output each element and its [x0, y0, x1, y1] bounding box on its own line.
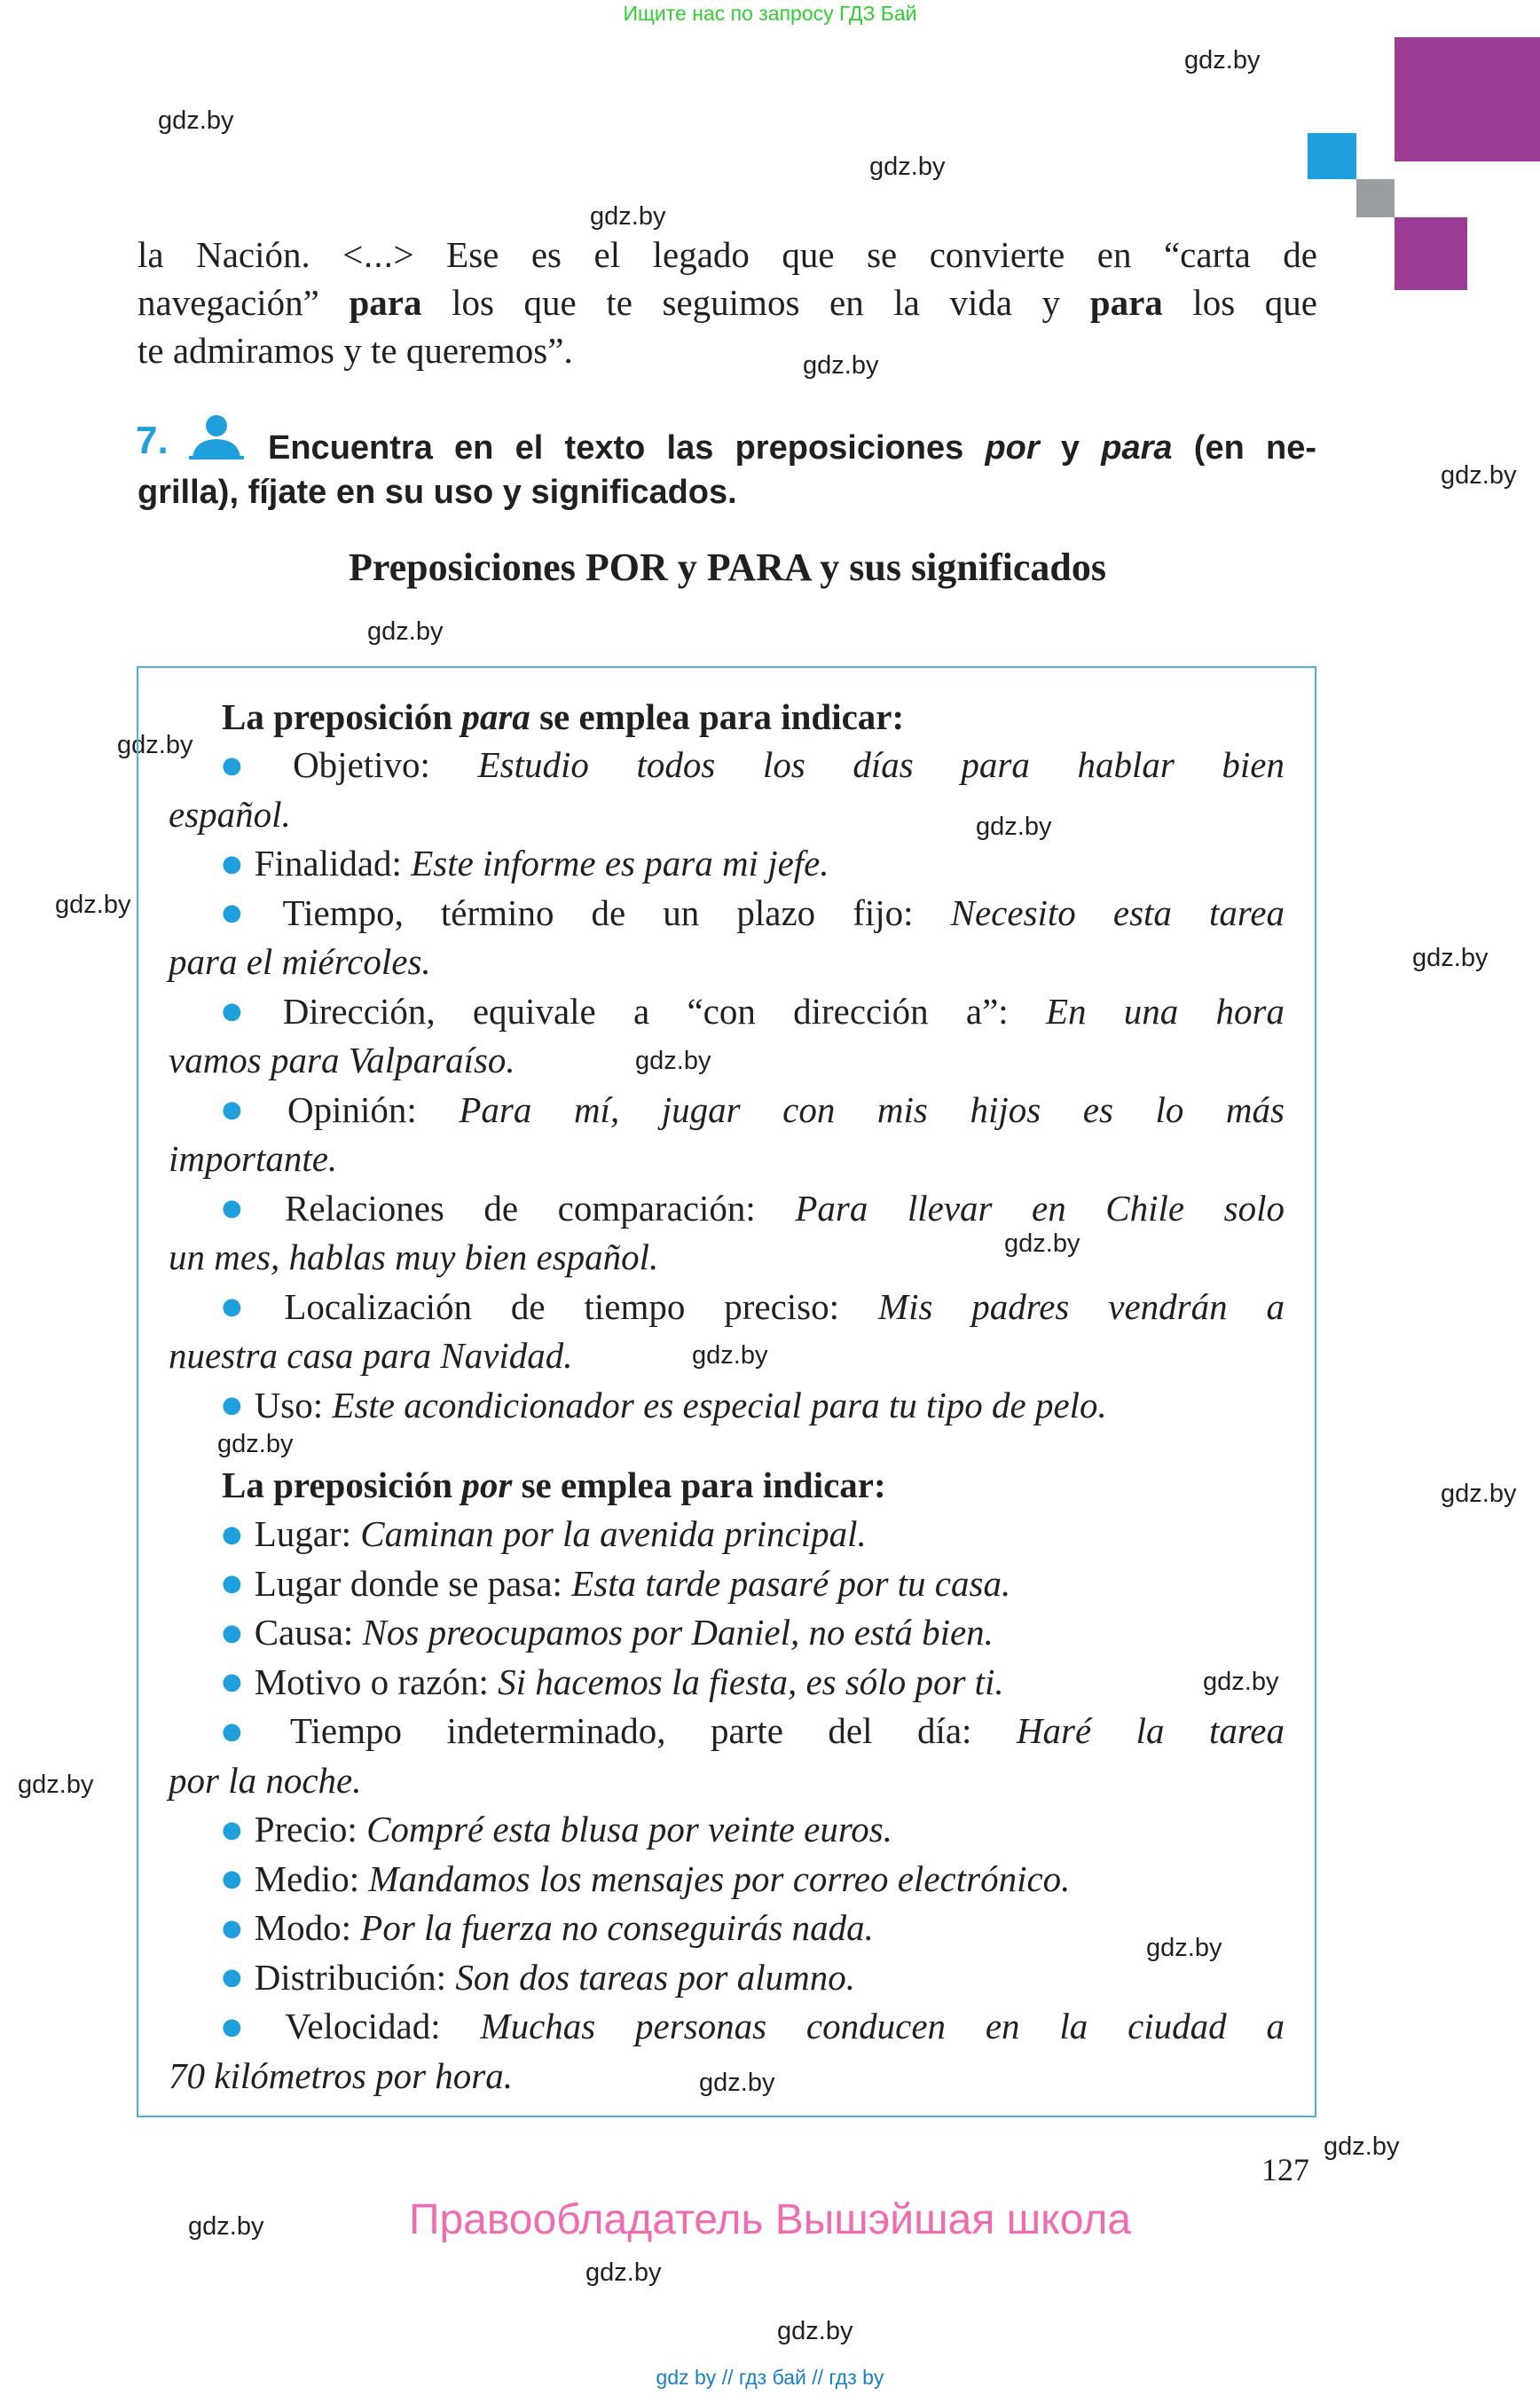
watermark: gdz.by	[55, 891, 131, 919]
bullet-icon: ●	[222, 2013, 273, 2040]
list-item-continuation	[169, 940, 1285, 983]
list-item-continuation	[169, 2054, 1285, 2097]
watermark: gdz.by	[1203, 1668, 1279, 1696]
item-example: Si hacemos la fiesta, es sólo por ti.	[498, 1661, 1004, 1702]
section-title: Preposiciones POR y PARA y sus significados	[349, 546, 1106, 589]
item-example: Caminan por la avenida principal.	[360, 1513, 867, 1554]
item-label: Opinión:	[287, 1088, 460, 1130]
list-item	[222, 891, 1285, 934]
list-item	[222, 2005, 1285, 2047]
watermark: gdz.by	[692, 1341, 768, 1370]
list-item	[222, 842, 1285, 884]
item-label: Distribución:	[254, 1956, 456, 1998]
watermark: gdz.by	[1441, 461, 1517, 490]
bullet-icon: ●	[222, 1195, 272, 1222]
item-example-cont: por la noche.	[169, 1759, 362, 1801]
bullet-icon: ●	[222, 1293, 272, 1321]
bullet-icon: ●	[222, 1096, 276, 1124]
footer-links: gdz by // гдз бай // гдз by	[656, 2366, 884, 2389]
decor-square-magenta-large	[1395, 37, 1540, 161]
list-item	[222, 1808, 1285, 1850]
item-example: Este acondicionador es especial para tu tipo de pelo.	[332, 1384, 1107, 1425]
list-item	[222, 1384, 1285, 1426]
top-search-note: Ищите нас по запросу ГДЗ Бай	[623, 2, 917, 25]
item-label: Precio:	[254, 1809, 367, 1849]
para-heading: La preposición para se emplea para indicar:	[222, 696, 905, 737]
item-example-cont: nuestra casa para Navidad.	[169, 1335, 573, 1376]
task-instruction: Encuentra en el texto las preposiciones por y para (en ne-	[268, 429, 1317, 467]
watermark: gdz.by	[803, 351, 879, 380]
item-label: Causa:	[254, 1612, 363, 1653]
task-number: 7.	[136, 419, 169, 462]
list-item	[222, 1187, 1285, 1229]
bullet-icon: ●	[222, 1816, 242, 1843]
list-item	[222, 1956, 1285, 1999]
intro-line-1: la Nación. <...> Ese es el legado que se convierte en “carta de	[138, 234, 1317, 275]
item-example: Esta tarde pasaré por tu casa.	[571, 1562, 1011, 1604]
watermark: gdz.by	[777, 2317, 853, 2345]
bullet-icon: ●	[222, 1392, 242, 1419]
list-item-continuation	[169, 1039, 1285, 1081]
item-label: Medio:	[254, 1857, 369, 1899]
bullet-icon: ●	[222, 1619, 242, 1646]
watermark: gdz.by	[1441, 1480, 1517, 1508]
list-item	[222, 1562, 1285, 1605]
item-label: Uso:	[254, 1384, 333, 1425]
watermark: gdz.by	[367, 617, 444, 646]
list-item-continuation	[169, 1137, 1285, 1180]
list-item-continuation	[169, 1236, 1285, 1278]
item-example: Muchas personas conducen en la ciudad a	[480, 2006, 1285, 2046]
list-item	[222, 1906, 1285, 1949]
decor-square-blue	[1308, 133, 1356, 179]
person-icon	[189, 413, 244, 459]
watermark: gdz.by	[976, 813, 1052, 841]
item-example: En una hora	[1045, 990, 1285, 1032]
bullet-icon: ●	[222, 1717, 278, 1745]
watermark: gdz.by	[585, 2258, 662, 2287]
item-label: Relaciones de comparación:	[284, 1187, 796, 1229]
bullet-icon: ●	[222, 1964, 242, 1991]
item-label: Velocidad:	[285, 2006, 481, 2046]
bullet-icon: ●	[222, 1914, 242, 1942]
decor-square-magenta-small	[1395, 217, 1467, 290]
page-number: 127	[1261, 2152, 1309, 2187]
item-label: Tiempo, término de un plazo fijo:	[282, 891, 951, 933]
item-example: Este informe es para mi jefe.	[411, 843, 829, 883]
bullet-icon: ●	[222, 1570, 242, 1598]
bullet-icon: ●	[222, 850, 242, 877]
item-example: Necesito esta tarea	[950, 891, 1285, 933]
item-label: Motivo o razón:	[254, 1661, 499, 1702]
item-example-cont: 70 kilómetros por hora.	[169, 2054, 513, 2096]
watermark: gdz.by	[699, 2069, 775, 2097]
list-item	[222, 1709, 1285, 1752]
item-label: Modo:	[254, 1907, 361, 1948]
item-label: Dirección, equivale a “con dirección a”:	[282, 990, 1046, 1032]
list-item	[222, 1512, 1285, 1555]
watermark: gdz.by	[1146, 1934, 1222, 1962]
item-label: Objetivo:	[293, 744, 478, 785]
list-item-continuation	[169, 793, 1285, 836]
task-instruction-cont: grilla), fíjate en su uso y significados.	[138, 474, 737, 511]
list-item	[222, 743, 1285, 786]
list-item	[222, 990, 1285, 1033]
item-example-cont: importante.	[169, 1138, 338, 1179]
watermark: gdz.by	[1184, 46, 1261, 75]
watermark: gdz.by	[869, 153, 946, 181]
item-example: Son dos tareas por alumno.	[455, 1956, 855, 1998]
watermark: gdz.by	[590, 202, 666, 231]
bullet-icon: ●	[222, 998, 271, 1025]
copyright-notice: Правообладатель Вышэйшая школа	[408, 2196, 1132, 2243]
item-example: Para llevar en Chile solo	[795, 1187, 1285, 1229]
watermark: gdz.by	[158, 106, 234, 135]
item-label: Finalidad:	[254, 843, 412, 883]
item-example: Compré esta blusa por veinte euros.	[366, 1809, 892, 1849]
item-label: Localización de tiempo preciso:	[284, 1285, 878, 1327]
intro-paragraph	[138, 231, 1317, 374]
watermark: gdz.by	[635, 1047, 711, 1075]
intro-line-2: navegación” para los que te seguimos en la vida y para los que	[138, 282, 1318, 323]
bullet-icon: ●	[222, 1865, 242, 1893]
item-example: Estudio todos los días para hablar bien	[477, 744, 1285, 785]
item-example: Por la fuerza no conseguirás nada.	[360, 1907, 874, 1948]
list-item	[222, 1611, 1285, 1653]
bullet-icon: ●	[222, 751, 281, 779]
list-item	[222, 1857, 1285, 1900]
bullet-icon: ●	[222, 1669, 242, 1696]
item-example-cont: vamos para Valparaíso.	[169, 1040, 515, 1080]
watermark: gdz.by	[18, 1771, 94, 1799]
intro-line-3: te admiramos y te queremos”.	[138, 330, 573, 371]
por-heading: La preposición por se emplea para indicar:	[222, 1465, 886, 1505]
watermark: gdz.by	[117, 731, 193, 759]
watermark: gdz.by	[1004, 1229, 1080, 1258]
bullet-icon: ●	[222, 1520, 242, 1548]
list-item	[222, 1285, 1285, 1328]
watermark: gdz.by	[188, 2212, 264, 2241]
item-example: Nos preocupamos por Daniel, no está bien.	[362, 1612, 994, 1653]
item-example-cont: español.	[169, 793, 291, 835]
list-item	[222, 1088, 1285, 1131]
watermark: gdz.by	[217, 1430, 294, 1458]
watermark: gdz.by	[1412, 944, 1489, 972]
item-label: Lugar:	[254, 1513, 361, 1554]
list-item	[222, 1661, 1285, 1703]
item-example-cont: un mes, hablas muy bien español.	[169, 1237, 659, 1277]
item-example: Mandamos los mensajes por correo electrónico.	[368, 1857, 1071, 1899]
item-example: Mis padres vendrán a	[877, 1285, 1285, 1327]
item-label: Lugar donde se pasa:	[254, 1562, 572, 1604]
list-item-continuation	[169, 1759, 1285, 1802]
watermark: gdz.by	[1324, 2132, 1400, 2161]
decor-square-gray	[1356, 179, 1395, 217]
item-example: Haré la tarea	[1016, 1710, 1285, 1751]
item-example-cont: para el miércoles.	[169, 941, 431, 982]
bullet-icon: ●	[222, 899, 271, 927]
item-label: Tiempo indeterminado, parte del día:	[289, 1710, 1017, 1751]
list-item-continuation	[169, 1334, 1285, 1377]
item-example: Para mí, jugar con mis hijos es lo más	[459, 1088, 1285, 1130]
